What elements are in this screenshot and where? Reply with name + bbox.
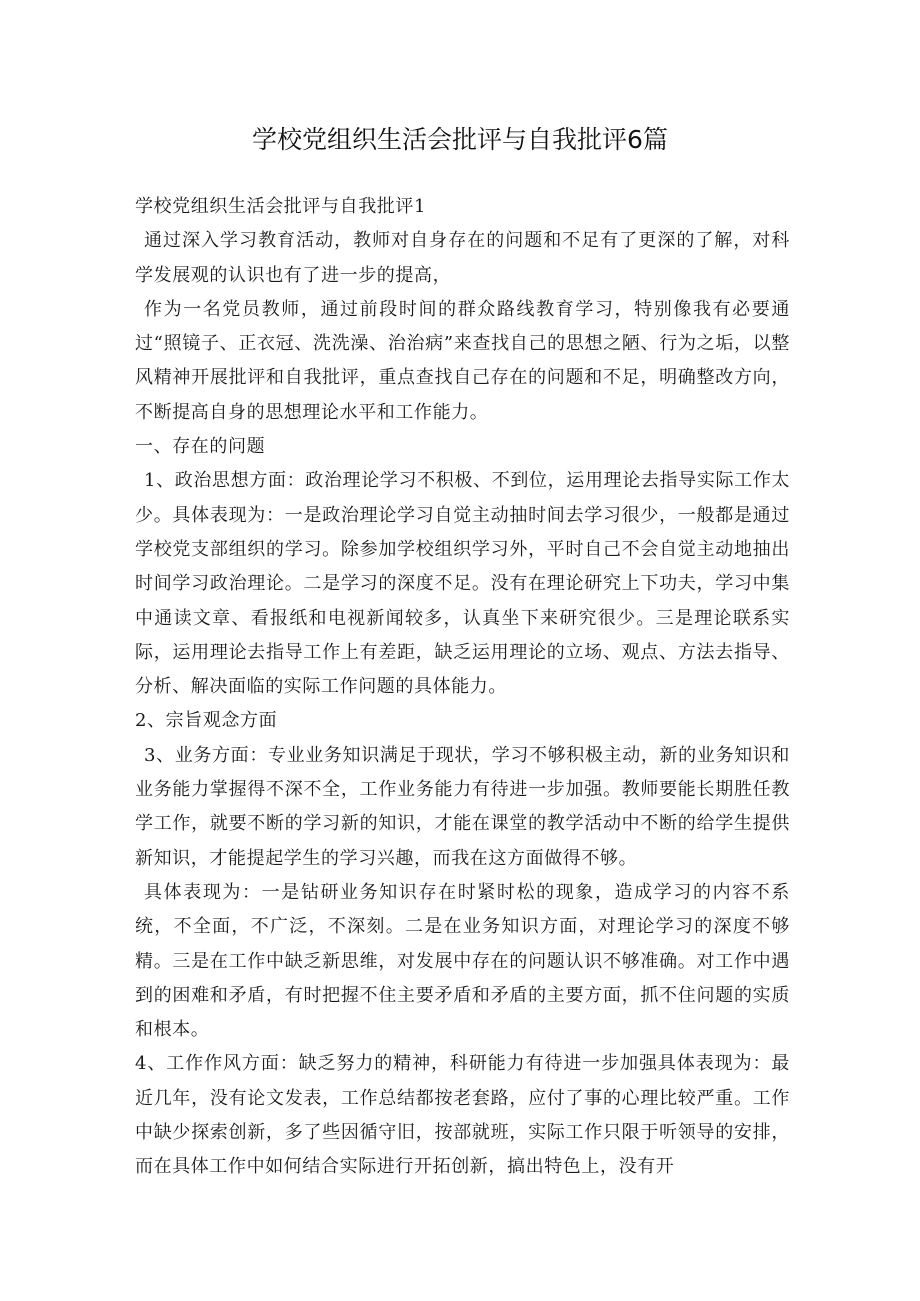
body-paragraph: 1、政治思想方面：政治理论学习不积极、不到位，运用理论去指导实际工作太少。具体表现为：一是政治理论学习自觉主动抽时间去学习很少，一般都是通过学校党支部组织的学习。除参加学校组织学习外，平时自己不会自觉主动地抽出时间学习政治理论。二是学习的深度不足。没有在理论研究上下功夫，学习中集中通读文章、看报纸和电视新闻较多，认真坐下来研究很少。三是理论联系实际，运用理论去指导工作上有差距，缺乏运用理论的立场、观点、方法去指导、分析、解决面临的实际工作问题的具体能力。 xyxy=(135,470,790,698)
section-heading: 2、宗旨观念方面 xyxy=(135,710,278,732)
document-title: 学校党组织生活会批评与自我批评6篇 xyxy=(252,125,668,154)
body-paragraph: 4、工作作风方面：缺乏努力的精神，科研能力有待进一步加强具体表现为：最近几年，没有论文发表，工作总结都按老套路，应付了事的心理比较严重。工作中缺少探索创新，多了些因循守旧，按部就班，实际工作只限于听领导的安排，而在具体工作中如何结合实际进行开拓创新，搞出特色上，没有开 xyxy=(135,1053,790,1178)
body-paragraph: 具体表现为：一是钻研业务知识存在时紧时松的现象，造成学习的内容不系统，不全面，不广泛，不深刻。二是在业务知识方面，对理论学习的深度不够精。三是在工作中缺乏新思维，对发展中存在的问题认识不够准确。对工作中遇到的困难和矛盾，有时把握不住主要矛盾和矛盾的主要方面，抓不住问题的实质和根本。 xyxy=(135,881,790,1041)
body-paragraph: 通过深入学习教育活动，教师对自身存在的问题和不足有了更深的了解，对科学发展观的认识也有了进一步的提高， xyxy=(135,230,790,286)
body-paragraph: 作为一名党员教师，通过前段时间的群众路线教育学习，特别像我有必要通过“照镜子、正衣冠、洗洗澡、治治病”来查找自己的思想之陋、行为之垢，以整风精神开展批评和自我批评，重点查找自己存在的问题和不足，明确整改方向，不断提高自身的思想理论水平和工作能力。 xyxy=(135,298,790,423)
document-body xyxy=(135,190,790,1185)
body-paragraph: 3、业务方面：专业业务知识满足于现状，学习不够积极主动，新的业务知识和业务能力掌握得不深不全，工作业务能力有待进一步加强。教师要能长期胜任教学工作，就要不断的学习新的知识，才能在课堂的教学活动中不断的给学生提供新知识，才能提起学生的学习兴趣，而我在这方面做得不够。 xyxy=(135,744,790,869)
section-heading: 一、存在的问题 xyxy=(135,436,266,458)
section-heading: 学校党组织生活会批评与自我批评1 xyxy=(135,196,427,217)
